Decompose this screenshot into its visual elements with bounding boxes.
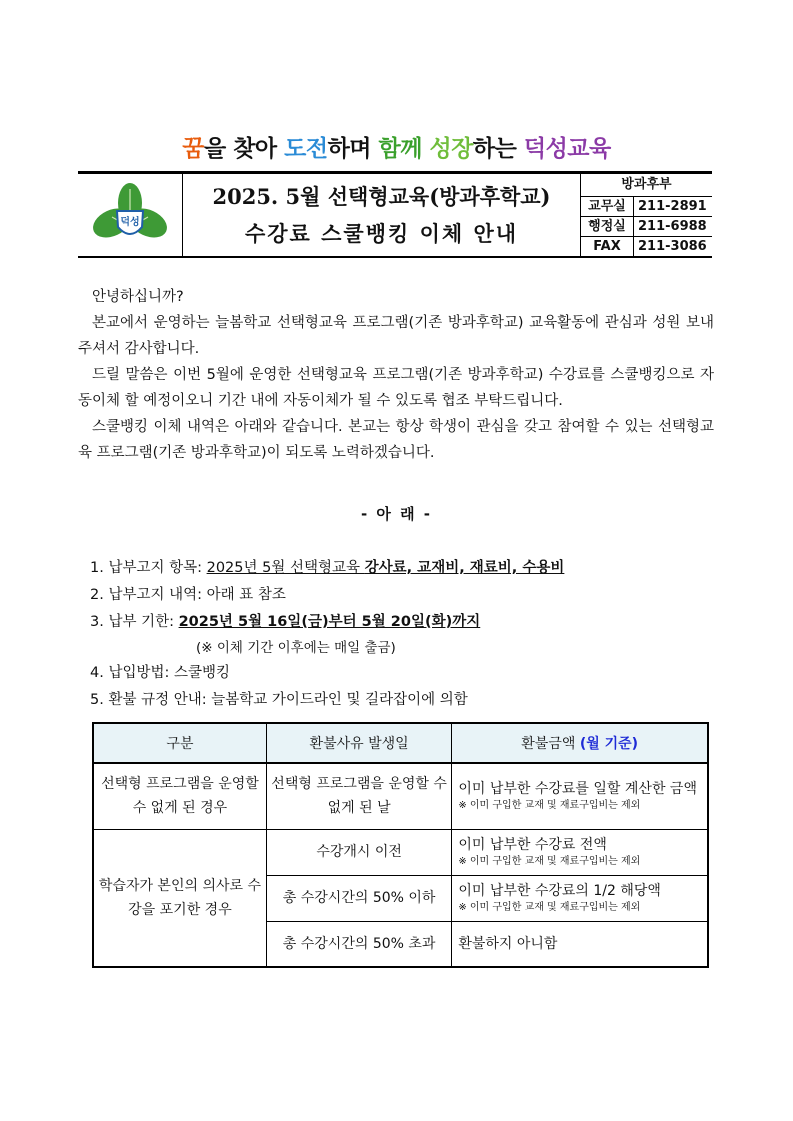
greeting: 안녕하십니까? [92,289,184,305]
amount-note: ※ 이미 구입한 교재 및 재료구입비는 제외 [458,902,641,913]
slogan-part: 성장 [429,136,473,162]
contact-number: 211-2891 [638,199,707,214]
header-highlight: (월 기준) [579,736,639,752]
slogan-part: 하는 [472,136,524,162]
amount-text: 이미 납부한 수강료의 1/2 해당액 [458,883,661,899]
contact-label: 행정실 [581,217,634,236]
table-cell: 선택형 프로그램을 운영할 수 없게 된 경우 [93,763,266,829]
slogan-part: 하며 [327,136,379,162]
amount-text: 이미 납부한 수강료 전액 [458,837,607,853]
item-label: 1. 납부고지 항목: [90,560,207,576]
contact-label: 교무실 [581,197,634,216]
table-header: 환불사유 발생일 [266,723,451,763]
table-cell [452,875,708,921]
document-title [183,174,581,256]
table-header-row [93,723,708,763]
table-cell: 총 수강시간의 50% 이하 [266,875,451,921]
table-cell [452,763,708,829]
contact-row [581,237,712,256]
refund-table [92,722,709,968]
item-label: 3. 납부 기한: [90,614,179,630]
contact-row [581,217,712,237]
table-cell: 환불하지 아니함 [452,921,708,967]
item-value-text: 2025년 5월 선택형교육 [206,560,365,576]
amount-note: ※ 이미 구입한 교재 및 재료구입비는 제외 [458,856,641,867]
contact-label: FAX [581,237,634,256]
school-logo [78,174,183,256]
table-row [93,763,708,829]
slogan-part: 도전 [284,136,328,162]
title-line-1: 2025. 5월 선택형교육(방과후학교) [212,184,551,209]
table-header: 구분 [93,723,266,763]
contact-row [581,197,712,217]
contact-number: 211-3086 [638,239,707,254]
body-paragraph: 드릴 말씀은 이번 5월에 운영한 선택형교육 프로그램(기존 방과후학교) 수강료를 스쿨뱅킹으로 자동이체 할 예정이오니 기간 내에 자동이체가 될 수 있도록 협조 부탁드립니다. [78,367,714,409]
amount-text: 이미 납부한 수강료를 일할 계산한 금액 [458,781,697,798]
table-cell: 선택형 프로그램을 운영할 수 없게 된 날 [266,763,451,829]
header-text: 환불금액 [521,736,580,752]
contact-box [581,174,712,256]
slogan [0,130,793,163]
list-item-note: (※ 이체 기간 이후에는 매일 출금) [196,640,396,656]
list-item [90,556,564,577]
table-cell: 총 수강시간의 50% 초과 [266,921,451,967]
list-item [90,610,480,631]
document-header [78,171,712,258]
logo-text: 덕성 [120,217,140,228]
slogan-part: 덕성교육 [523,136,611,162]
list-item: 4. 납입방법: 스쿨뱅킹 [90,665,230,681]
section-heading: - 아 래 - [360,505,433,523]
amount-note: ※ 이미 구입한 교재 및 재료구입비는 제외 [458,800,641,812]
department-name: 방과후부 [581,174,712,197]
payment-period: 2025년 5월 16일(금)부터 5월 20일(화)까지 [178,614,481,630]
table-header [452,723,708,763]
list-item: 2. 납부고지 내역: 아래 표 참조 [90,587,286,603]
body-paragraph: 본교에서 운영하는 늘봄학교 선택형교육 프로그램(기존 방과후학교) 교육활동에 관심과 성원 보내주셔서 감사합니다. [78,315,714,357]
slogan-part: 꿈 [182,136,204,162]
list-item: 5. 환불 규정 안내: 늘봄학교 가이드라인 및 길라잡이에 의함 [90,692,468,708]
title-line-2: 수강료 스쿨뱅킹 이체 안내 [244,221,519,246]
table-cell: 학습자가 본인의 의사로 수강을 포기한 경우 [93,829,266,967]
body-paragraph: 스쿨뱅킹 이체 내역은 아래와 같습니다. 본교는 항상 학생이 관심을 갖고 참여할 수 있는 선택형교육 프로그램(기존 방과후학교)이 되도록 노력하겠습니다. [78,419,714,461]
slogan-part: 함께 [378,136,422,162]
slogan-part: 을 찾아 [203,136,285,162]
contact-number: 211-6988 [638,219,707,234]
item-value [207,560,565,576]
table-row [93,829,708,875]
school-emblem-icon [90,181,170,249]
table-cell [452,829,708,875]
item-value-bold: 강사료, 교재비, 재료비, 수용비 [364,560,565,576]
table-cell: 수강개시 이전 [266,829,451,875]
